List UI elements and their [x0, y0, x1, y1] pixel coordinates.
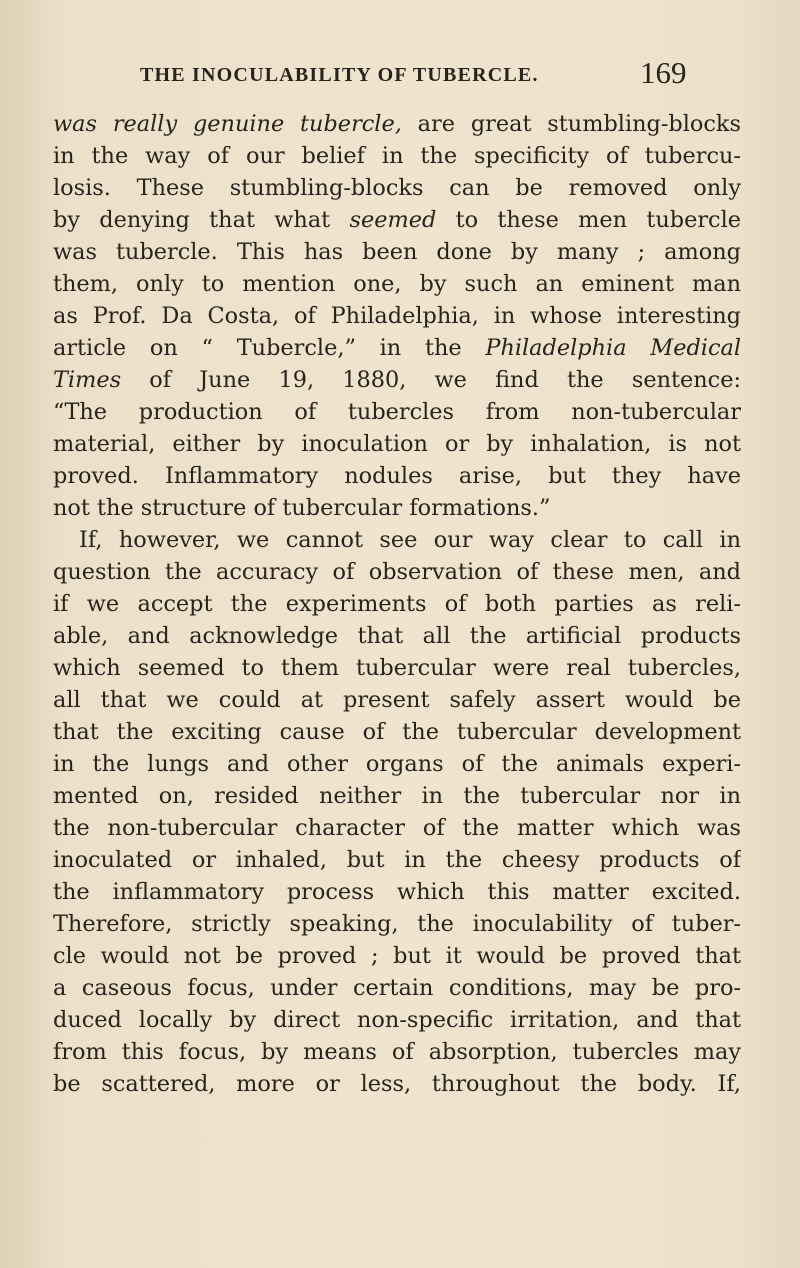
text-run: the inflammatory process which this matter excited. [53, 879, 741, 905]
text-line [53, 492, 741, 524]
text-line [53, 844, 741, 876]
text-run: question the accuracy of observation of these men, and [53, 559, 741, 585]
text-line [53, 684, 741, 716]
text-run: are great stumbling-blocks [401, 111, 741, 137]
text-run: mented on, resided neither in the tubercular nor in [53, 783, 741, 809]
text-line [53, 812, 741, 844]
text-line [53, 364, 741, 396]
text-run: was tubercle. This has been done by many ; among [53, 239, 741, 265]
text-line [53, 652, 741, 684]
text-run: cle would not be proved ; but it would be proved that [53, 943, 741, 969]
text-line [53, 268, 741, 300]
text-run: be scattered, more or less, throughout the body. If, [53, 1071, 741, 1097]
page-number: 169 [640, 55, 687, 90]
text-line [53, 1068, 741, 1100]
text-line [53, 620, 741, 652]
text-line [53, 396, 741, 428]
text-run: the non-tubercular character of the matter which was [53, 815, 741, 841]
text-run: duced locally by direct non-specific irritation, and that [53, 1007, 741, 1033]
text-run: to these men tubercle [436, 207, 741, 233]
text-line [53, 748, 741, 780]
text-run: that the exciting cause of the tubercular development [53, 719, 741, 745]
text-run: material, either by inoculation or by inhalation, is not [53, 431, 741, 457]
text-run: all that we could at present safely assert would be [53, 687, 741, 713]
italic-text: Times [53, 367, 122, 393]
text-run: if we accept the experiments of both parties as reli- [53, 591, 741, 617]
text-line [53, 204, 741, 236]
body-text [53, 108, 741, 1100]
text-line [53, 940, 741, 972]
text-line [53, 876, 741, 908]
text-run: “The production of tubercles from non-tubercular [53, 399, 741, 425]
text-line [53, 588, 741, 620]
text-run: a caseous focus, under certain conditions, may be pro- [53, 975, 741, 1001]
text-line [53, 300, 741, 332]
text-run: them, only to mention one, by such an eminent man [53, 271, 741, 297]
text-line [53, 908, 741, 940]
text-run: in the way of our belief in the specificity of tubercu- [53, 143, 741, 169]
text-line [53, 140, 741, 172]
text-line [53, 716, 741, 748]
italic-text: Philadelphia Medical [485, 335, 741, 361]
text-run: not the structure of tubercular formations.” [53, 495, 551, 521]
text-line [53, 972, 741, 1004]
text-run: proved. Inflammatory nodules arise, but they have [53, 463, 741, 489]
text-run: article on “ Tubercle,” in the [53, 335, 486, 361]
text-run: in the lungs and other organs of the animals experi- [53, 751, 741, 777]
text-line [53, 780, 741, 812]
text-line [53, 332, 741, 364]
text-run: losis. These stumbling-blocks can be removed only [53, 175, 741, 201]
text-line [53, 172, 741, 204]
text-line [53, 428, 741, 460]
text-run: from this focus, by means of absorption, tubercles may [53, 1039, 741, 1065]
text-line [53, 1004, 741, 1036]
text-line [53, 236, 741, 268]
text-run: able, and acknowledge that all the artificial products [53, 623, 741, 649]
text-line [53, 556, 741, 588]
text-line [53, 524, 741, 556]
text-line [53, 1036, 741, 1068]
text-run: inoculated or inhaled, but in the cheesy products of [53, 847, 741, 873]
text-run: of June 19, 1880, we find the sentence: [121, 367, 741, 393]
text-line [53, 108, 741, 140]
text-run: Therefore, strictly speaking, the inoculability of tuber- [53, 911, 741, 937]
text-run: If, however, we cannot see our way clear to call in [79, 527, 741, 553]
text-run: as Prof. Da Costa, of Philadelphia, in whose interesting [53, 303, 741, 329]
text-line [53, 460, 741, 492]
italic-text: seemed [349, 207, 437, 233]
text-run: which seemed to them tubercular were real tubercles, [53, 655, 741, 681]
text-run: by denying that what [53, 207, 350, 233]
running-title: THE INOCULABILITY OF TUBERCLE. [140, 64, 539, 86]
italic-text: was really genuine tubercle, [53, 111, 402, 137]
